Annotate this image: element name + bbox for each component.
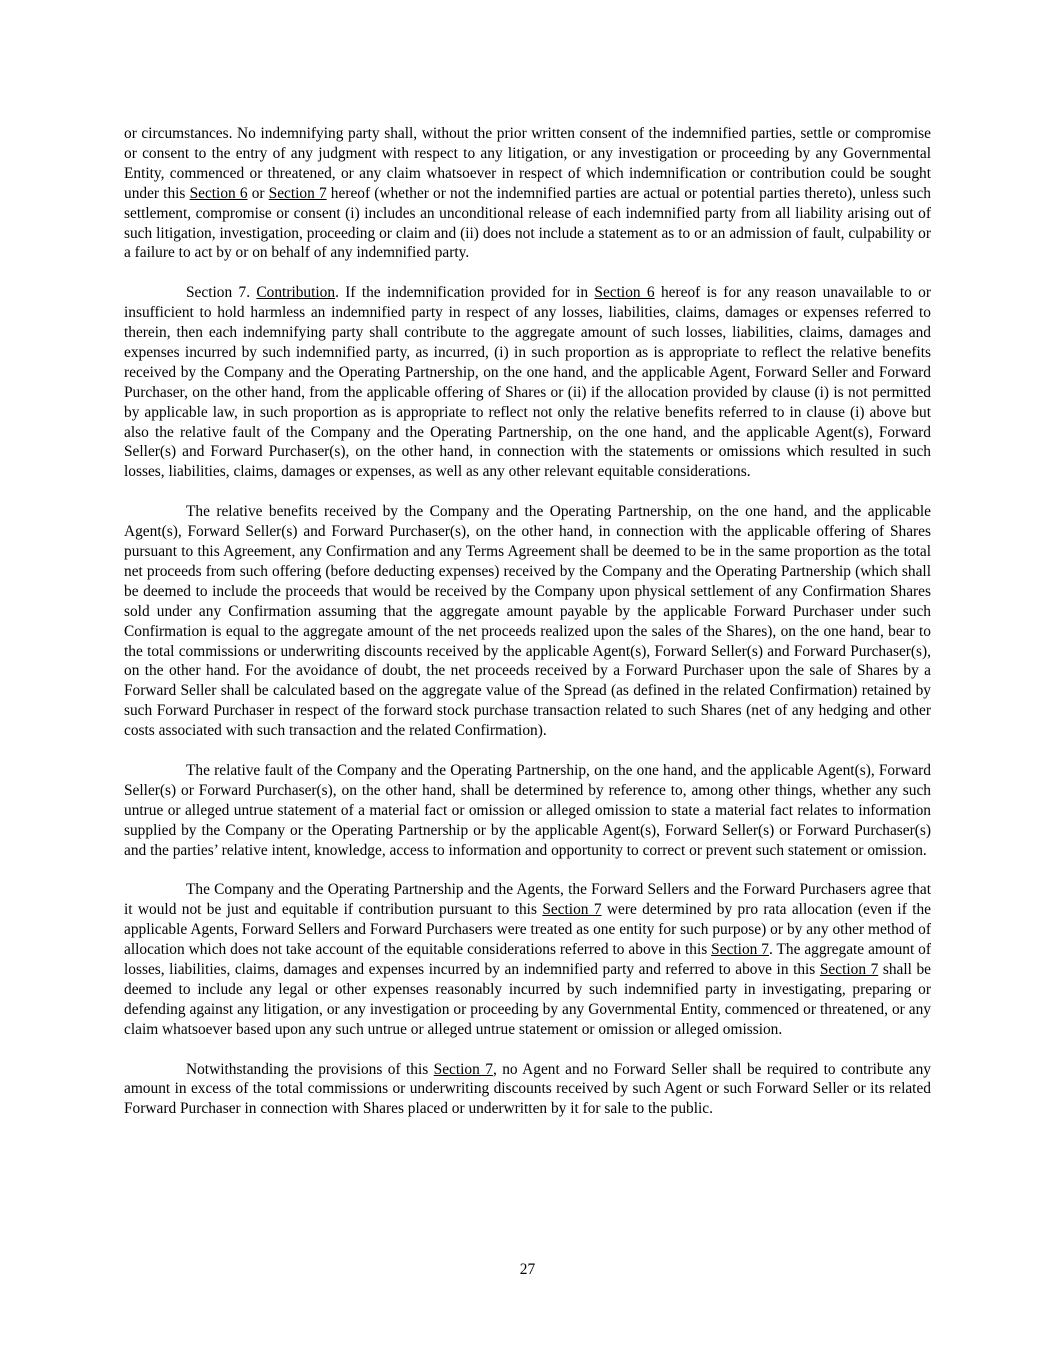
section-7-reference: Section 7 <box>433 1060 493 1078</box>
section-7-reference: Section 7 <box>268 184 327 202</box>
section-7-reference: Section 7 <box>542 901 602 919</box>
paragraph-indemnification-settlement: or circumstances. No indemnifying party shall, without the prior written consent of the indemnified parties, settle or compromise or consent to the entry of any judgment with respect to any litigation, or any investigation or proceeding by any Governmental Entity, commenced or threatened, or any claim whatsoever in respect of which indemnification or contribution could be sought under this Section 6 or Section 7 hereof (whether or not the indemnified parties are actual or potential parties thereto), unless such settlement, compromise or consent (i) includes an unconditional release of each indemnified party from all liability arising out of such litigation, investigation, proceeding or claim and (ii) does not include a statement as to or an admission of fault, culpability or a failure to act by or on behalf of any indemnified party. <box>124 125 931 262</box>
paragraph-pro-rata-allocation: The Company and the Operating Partnership and the Agents, the Forward Sellers and the Forward Purchasers agree that it would not be just and equitable if contribution pursuant to this Section 7 were determined by pro rata allocation (even if the applicable Agents, Forward Sellers and Forward Purchasers were treated as one entity for such purpose) or by any other method of allocation which does not take account of the equitable considerations referred to above in this Section 7. The aggregate amount of losses, liabilities, claims, damages and expenses incurred by an indemnified party and referred to above in this Section 7 shall be deemed to include any legal or other expenses reasonably incurred by such indemnified party in investigating, preparing or defending against any litigation, or any investigation or proceeding by any Governmental Entity, commenced or threatened, or any claim whatsoever based upon any such untrue or alleged untrue statement or omission or alleged omission. <box>124 881 931 1038</box>
page-number: 27 <box>519 1261 536 1278</box>
section-heading-contribution: Contribution <box>256 284 336 302</box>
document-body <box>124 124 931 1139</box>
section-7-reference: Section 7 <box>711 941 769 959</box>
paragraph-relative-benefits: The relative benefits received by the Company and the Operating Partnership, on the one hand, and the applicable Agent(s), Forward Seller(s) and Forward Purchaser(s), on the other hand, in connection with the applicable offering of Shares pursuant to this Agreement, any Confirmation and any Terms Agreement shall be deemed to be in the same proportion as the total net proceeds from such offering (before deducting expenses) received by the Company and the Operating Partnership (which shall be deemed to include the proceeds that would be received by the Company upon physical settlement of any Confirmation Shares sold under any Confirmation assuming that the aggregate amount payable by the applicable Forward Purchaser under such Confirmation is equal to the aggregate amount of the net proceeds realized upon the sales of the Shares), on the one hand, bear to the total commissions or underwriting discounts received by the applicable Agent(s), Forward Seller(s) and Forward Purchaser(s), on the other hand. For the avoidance of doubt, the net proceeds received by a Forward Purchaser upon the sale of Shares by a Forward Seller shall be calculated based on the aggregate value of the Spread (as defined in the related Confirmation) retained by such Forward Purchaser in respect of the forward stock purchase transaction related to such Shares (net of any hedging and other costs associated with such transaction and the related Confirmation). <box>124 503 931 740</box>
paragraph-notwithstanding: Notwithstanding the provisions of this Section 7, no Agent and no Forward Seller shall be required to contribute any amount in excess of the total commissions or underwriting discounts received by such Agent or such Forward Seller or its related Forward Purchaser in connection with Shares placed or underwritten by it for sale to the public. <box>124 1060 931 1118</box>
section-6-reference: Section 6 <box>594 284 655 302</box>
paragraph-section-7-contribution: Section 7. Contribution. If the indemnification provided for in Section 6 hereof is for any reason unavailable to or insufficient to hold harmless an indemnified party in respect of any losses, liabilities, claims, damages or expenses referred to therein, then each indemnifying party shall contribute to the aggregate amount of such losses, liabilities, claims, damages and expenses incurred by such indemnified party, as incurred, (i) in such proportion as is appropriate to reflect the relative benefits received by the Company and the Operating Partnership, on the one hand, and the applicable Agent, Forward Seller and Forward Purchaser, on the other hand, from the applicable offering of Shares or (ii) if the allocation provided by clause (i) is not permitted by applicable law, in such proportion as is appropriate to reflect not only the relative benefits referred to in clause (i) above but also the relative fault of the Company and the Operating Partnership, on the one hand, and the applicable Agent(s), Forward Seller(s) and Forward Purchaser(s), on the other hand, in connection with the statements or omissions which resulted in such losses, liabilities, claims, damages or expenses, as well as any other relevant equitable considerations. <box>124 284 931 481</box>
section-6-reference: Section 6 <box>189 184 248 202</box>
section-7-reference: Section 7 <box>819 961 879 978</box>
paragraph-relative-fault: The relative fault of the Company and the Operating Partnership, on the one hand, and the applicable Agent(s), Forward Seller(s) or Forward Purchaser(s), on the other hand, shall be determined by reference to, among other things, whether any such untrue or alleged untrue statement of a material fact or omission or alleged omission to state a material fact relates to information supplied by the Company or the Operating Partnership or by the applicable Agent(s), Forward Seller(s) or Forward Purchaser(s) and the parties’ relative intent, knowledge, access to information and opportunity to correct or prevent such statement or omission. <box>124 761 931 859</box>
